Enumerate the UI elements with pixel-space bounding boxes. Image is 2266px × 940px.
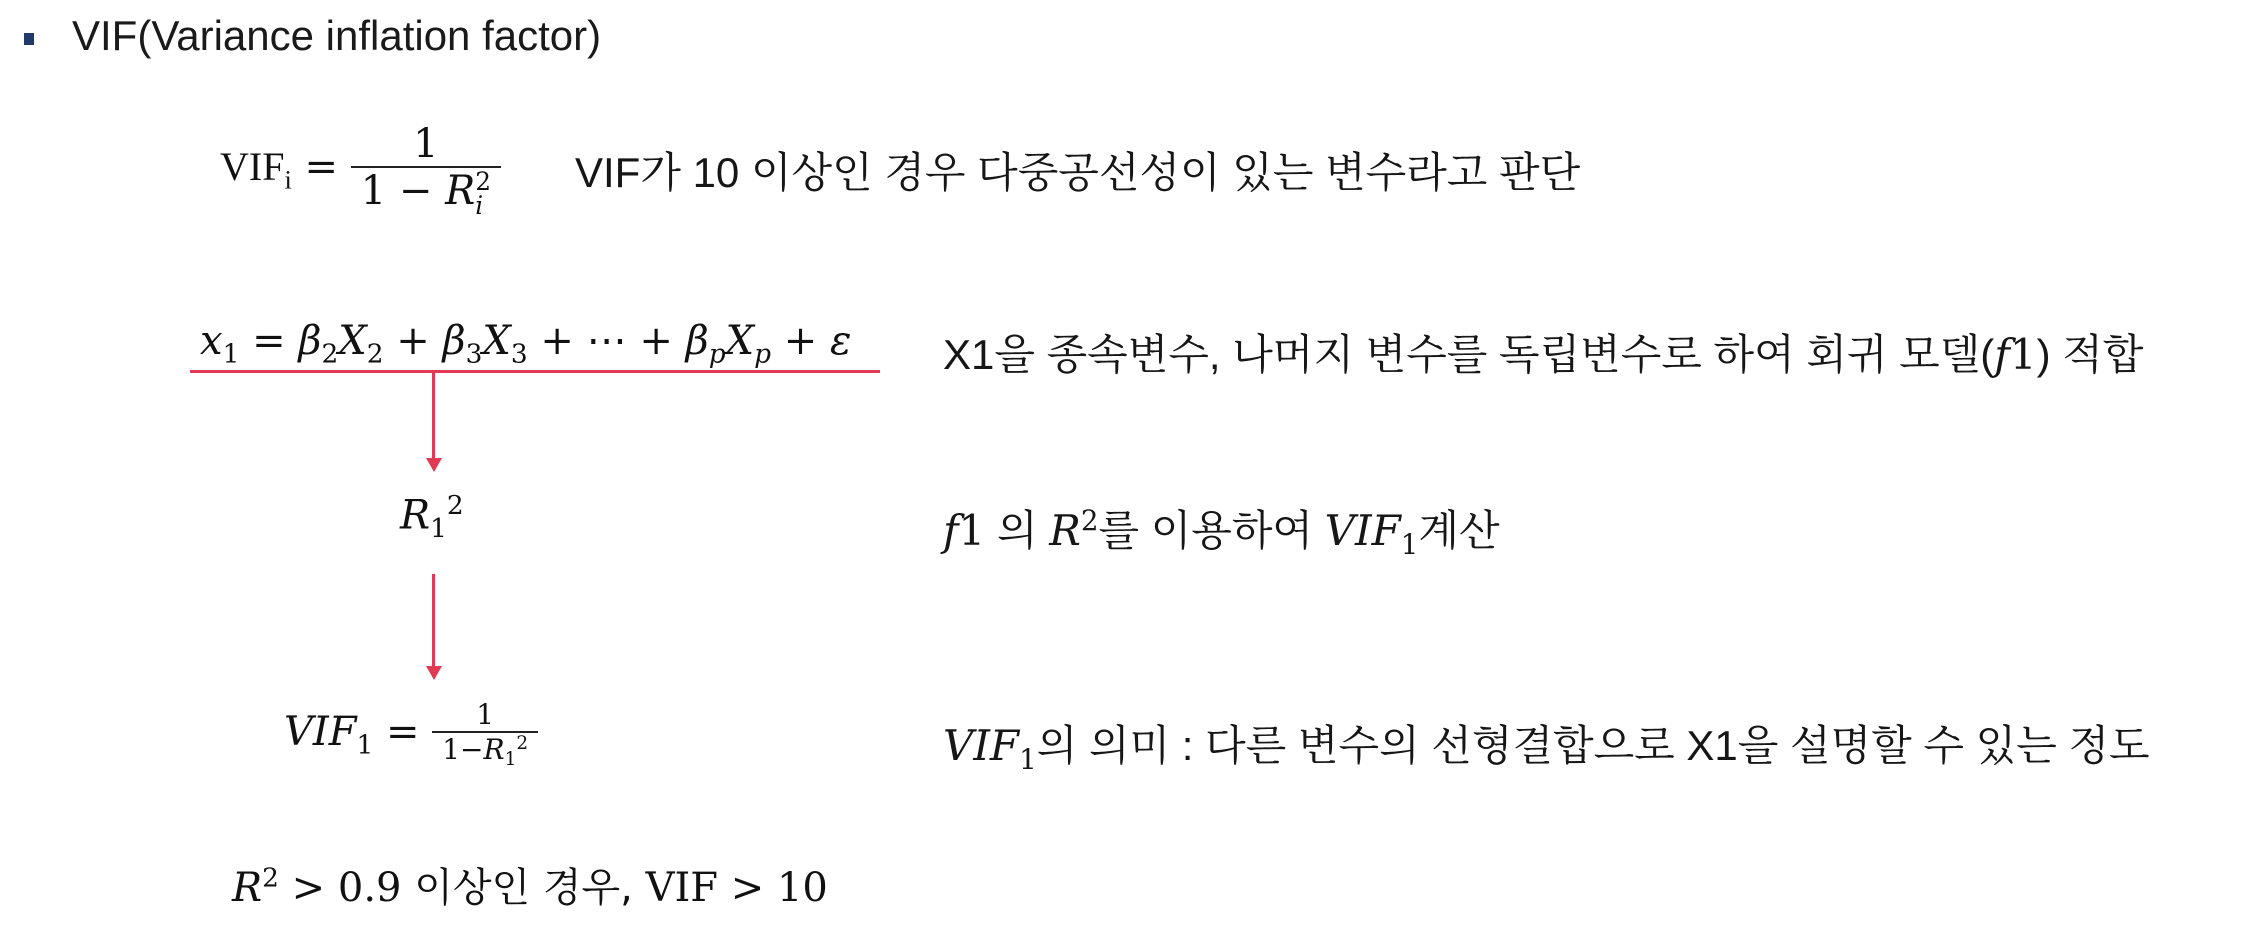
step3-description: $VIF_1$의 의미 : 다른 변수의 선형결합으로 X1을 설명할 수 있는 정도: [943, 721, 2150, 776]
arrowhead-1-icon: [426, 458, 442, 472]
vif1-formula: $VIF_1$ = $\frac{1}{1-R_1^2}$: [284, 700, 538, 770]
step1-description: X1을 종속변수, 나머지 변수를 독립변수로 하여 회귀 모델(f1) 적합: [943, 330, 2144, 379]
bullet-square-icon: [24, 33, 34, 45]
step2-description: f1 의 $R^2$를 이용하여 $VIF_1$계산: [943, 503, 1500, 561]
r1-squared: $R_1^2$: [400, 490, 464, 544]
conclusion-line: $R^2 > 0.9$ 이상인 경우, VIF > 10: [232, 862, 828, 911]
regression-underline: [190, 370, 880, 373]
arrow-down-1-icon: [432, 372, 435, 460]
arrow-down-2-icon: [432, 574, 435, 668]
vif-formula-fraction: 1 1 − R 2 i: [351, 122, 501, 218]
vif-threshold-rule: VIF가 10 이상인 경우 다중공선성이 있는 변수라고 판단: [575, 149, 1581, 196]
vif-formula: $VIF_i$ = 1 1 − R 2 i: [220, 122, 501, 218]
section-heading: VIF(Variance inflation factor): [72, 12, 602, 59]
arrowhead-2-icon: [426, 666, 442, 680]
regression-equation: $x_1 = \beta_2X_2 + \beta_3X_3$ + ⋯ + $\beta_pX_p + \varepsilon$: [200, 318, 852, 370]
vif-formula-lhs: $VIF_i$: [220, 143, 292, 195]
vif1-fraction: $\frac{1}{1-R_1^2}$: [432, 700, 538, 770]
